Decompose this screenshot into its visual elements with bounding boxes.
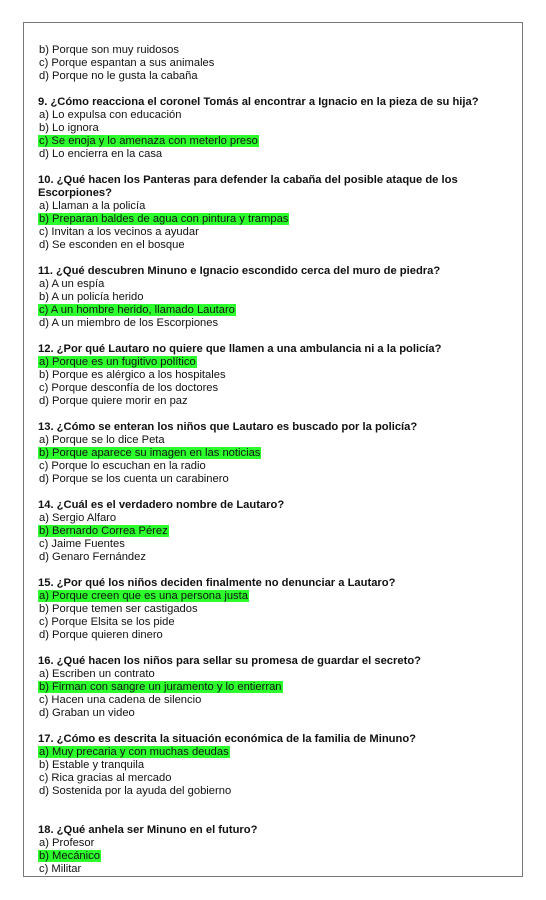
answer-option-label: d) Porque quieren dinero [39, 629, 163, 641]
answer-option [38, 434, 508, 447]
answer-option-label: d) A un miembro de los Escorpiones [39, 317, 219, 329]
answer-option-label: c) Jaime Fuentes [39, 538, 125, 550]
answer-option-label: c) Porque lo escuchan en la radio [39, 460, 206, 472]
quiz-content [38, 44, 508, 889]
answer-option-label: a) Llaman a la policía [39, 200, 146, 212]
answer-option [38, 785, 508, 798]
answer-option [38, 57, 508, 70]
question-text: 17. ¿Cómo es descrita la situación económica de la familia de Minuno? [38, 733, 416, 745]
answer-option-label: a) Lo expulsa con educación [39, 109, 182, 121]
answer-option [38, 122, 508, 135]
highlighted-answer-option [38, 135, 508, 148]
answer-option [38, 512, 508, 525]
answer-option-label: b) Mecánico [39, 850, 100, 862]
question-text: 15. ¿Por qué los niños deciden finalmente no denunciar a Lautaro? [38, 577, 396, 589]
question-text: 13. ¿Cómo se enteran los niños que Lautaro es buscado por la policía? [38, 421, 418, 433]
answer-option [38, 759, 508, 772]
answer-option [38, 629, 508, 642]
question-block [38, 655, 508, 720]
answer-option-label: b) Lo ignora [39, 122, 99, 134]
highlighted-answer-option [38, 304, 508, 317]
answer-option-label: a) Sergio Alfaro [39, 512, 117, 524]
answer-option-label: c) Porque Elsita se los pide [39, 616, 175, 628]
answer-option-label: a) A un espía [39, 278, 105, 290]
answer-option-label: a) Profesor [39, 837, 95, 849]
question-block [38, 265, 508, 330]
answer-option [38, 317, 508, 330]
answer-option-label: b) Bernardo Correa Pérez [39, 525, 168, 537]
answer-option-label: c) Se enoja y lo amenaza con meterlo preso [39, 135, 258, 147]
answer-option-label: c) A un hombre herido, llamado Lautaro [39, 304, 235, 316]
answer-option [38, 148, 508, 161]
highlighted-answer-option [38, 356, 508, 369]
answer-option [38, 863, 508, 876]
answer-option [38, 616, 508, 629]
highlighted-answer-option [38, 525, 508, 538]
answer-option [38, 603, 508, 616]
answer-option-label: d) Porque quiere morir en paz [39, 395, 188, 407]
answer-option [38, 70, 508, 83]
question-text: 18. ¿Qué anhela ser Minuno en el futuro? [38, 824, 258, 836]
question-text: 12. ¿Por qué Lautaro no quiere que llamen a una ambulancia ni a la policía? [38, 343, 442, 355]
highlighted-answer-option [38, 746, 508, 759]
question-block [38, 44, 508, 83]
highlighted-answer-option [38, 213, 508, 226]
question-block [38, 343, 508, 408]
highlighted-answer-option [38, 590, 508, 603]
answer-option [38, 395, 508, 408]
question-block [38, 421, 508, 486]
answer-option-label: d) Genaro Fernández [39, 551, 146, 563]
answer-option-label: d) Porque no le gusta la cabaña [39, 70, 198, 82]
question-block [38, 174, 508, 252]
answer-option-label: b) Porque son muy ruidosos [39, 44, 179, 56]
question-block [38, 499, 508, 564]
question-block [38, 824, 508, 876]
answer-option [38, 109, 508, 122]
answer-option [38, 772, 508, 785]
answer-option [38, 291, 508, 304]
answer-option [38, 382, 508, 395]
answer-option [38, 44, 508, 57]
answer-option-label: b) A un policía herido [39, 291, 144, 303]
answer-option [38, 473, 508, 486]
answer-option-label: d) Se esconden en el bosque [39, 239, 185, 251]
answer-option-label: d) Porque se los cuenta un carabinero [39, 473, 229, 485]
answer-option [38, 551, 508, 564]
answer-option-label: b) Estable y tranquila [39, 759, 145, 771]
answer-option-label: b) Firman con sangre un juramento y lo entierran [39, 681, 282, 693]
question-block [38, 577, 508, 642]
question-block [38, 733, 508, 798]
question-block [38, 96, 508, 161]
answer-option-label: d) Sostenida por la ayuda del gobierno [39, 785, 232, 797]
answer-option-label: c) Militar [39, 863, 82, 875]
answer-option-label: c) Porque espantan a sus animales [39, 57, 215, 69]
answer-option-label: c) Hacen una cadena de silencio [39, 694, 202, 706]
highlighted-answer-option [38, 850, 508, 863]
question-text: 14. ¿Cuál es el verdadero nombre de Lautaro? [38, 499, 285, 511]
question-text: 10. ¿Qué hacen los Panteras para defender la cabaña del posible ataque de los Escorpiones? [38, 174, 458, 199]
answer-option [38, 226, 508, 239]
answer-option-label: a) Escriben un contrato [39, 668, 155, 680]
answer-option-label: c) Porque desconfía de los doctores [39, 382, 219, 394]
answer-option-label: b) Porque es alérgico a los hospitales [39, 369, 226, 381]
answer-option [38, 460, 508, 473]
answer-option [38, 668, 508, 681]
answer-option-label: c) Rica gracias al mercado [39, 772, 172, 784]
answer-option-label: c) Invitan a los vecinos a ayudar [39, 226, 199, 238]
answer-option-label: b) Porque aparece su imagen en las noticias [39, 447, 261, 459]
question-text: 16. ¿Qué hacen los niños para sellar su promesa de guardar el secreto? [38, 655, 422, 667]
answer-option-label: a) Muy precaria y con muchas deudas [39, 746, 229, 758]
highlighted-answer-option [38, 681, 508, 694]
question-text: 9. ¿Cómo reacciona el coronel Tomás al encontrar a Ignacio en la pieza de su hija? [38, 96, 479, 108]
answer-option [38, 278, 508, 291]
highlighted-answer-option [38, 447, 508, 460]
answer-option [38, 538, 508, 551]
answer-option-label: d) Lo encierra en la casa [39, 148, 163, 160]
answer-option-label: a) Porque creen que es una persona justa [39, 590, 248, 602]
answer-option-label: a) Porque se lo dice Peta [39, 434, 165, 446]
answer-option [38, 369, 508, 382]
answer-option [38, 239, 508, 252]
answer-option [38, 707, 508, 720]
answer-option [38, 837, 508, 850]
answer-option-label: d) Graban un video [39, 707, 135, 719]
question-text: 11. ¿Qué descubren Minuno e Ignacio escondido cerca del muro de piedra? [38, 265, 441, 277]
answer-option-label: b) Porque temen ser castigados [39, 603, 198, 615]
answer-option [38, 200, 508, 213]
answer-option-label: a) Porque es un fugitivo político [39, 356, 196, 368]
answer-option-label: b) Preparan baldes de agua con pintura y trampas [39, 213, 289, 225]
answer-option [38, 694, 508, 707]
